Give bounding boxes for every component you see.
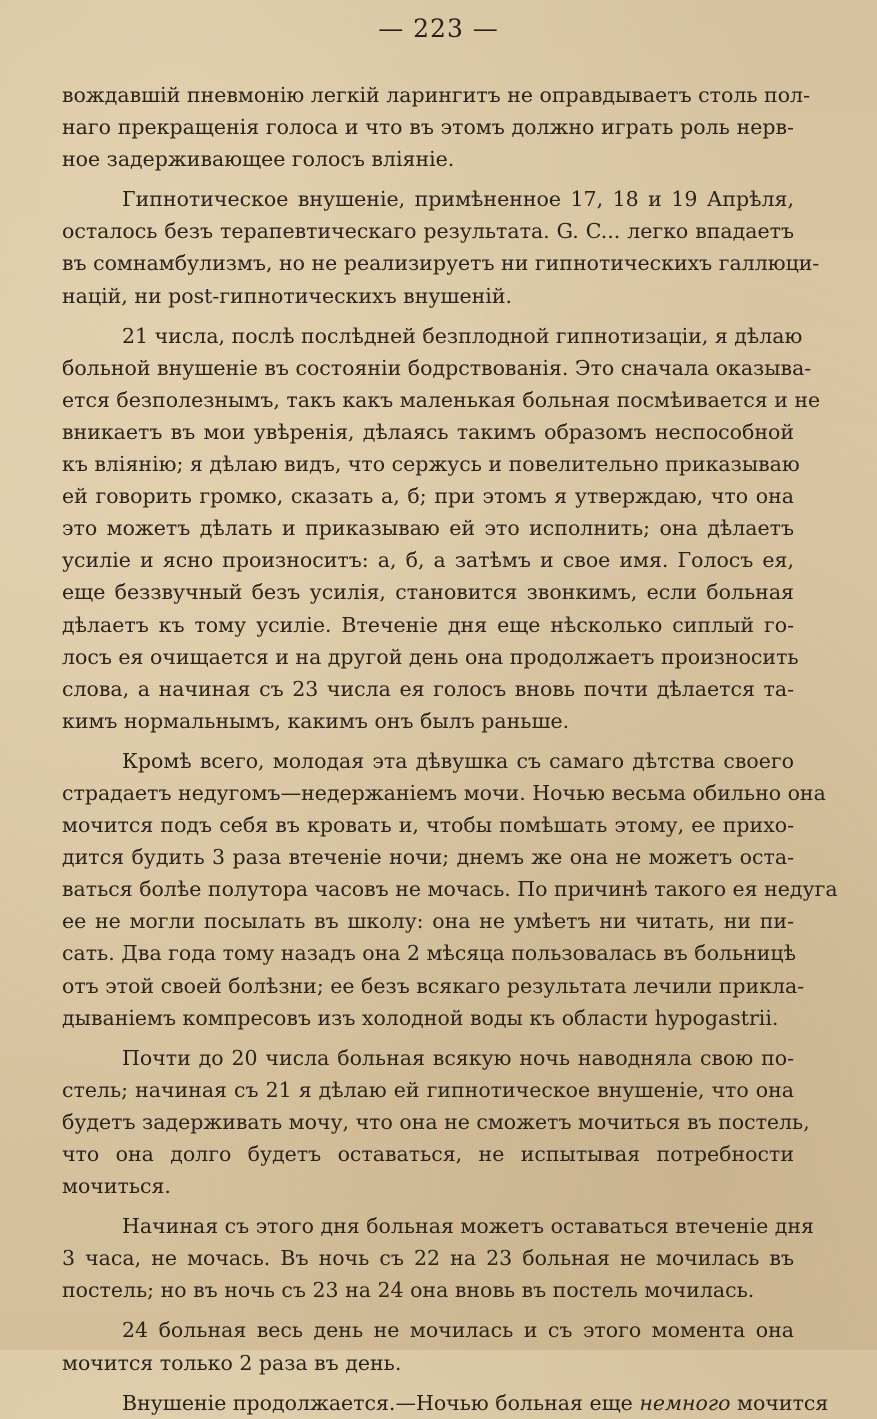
paragraph — [62, 745, 838, 1034]
paragraph — [62, 1210, 814, 1306]
text-line — [62, 1387, 829, 1419]
text-line: мочиться. — [62, 1174, 171, 1199]
text-line: въ сомнамбулизмъ, но не реализируетъ ни гипнотическихъ галлюци- — [62, 251, 820, 276]
text-line: ей говорить громко, сказать а, б; при этомъ я утверждаю, что она — [62, 484, 794, 509]
text-line: къ вліянію; я дѣлаю видъ, что сержусь и повелительно приказываю — [62, 452, 800, 477]
text-line: ваться болѣе полутора часовъ не мочась. По причинѣ такого ея недуга — [62, 877, 838, 902]
text-segment: Внушеніе продолжается.—Ночью больная еще — [122, 1390, 633, 1415]
text-line: лосъ ея очищается и на другой день она продолжаетъ произносить — [62, 644, 799, 669]
text-line: мочится подъ себя въ кровать и, чтобы помѣшать этому, ее прихо- — [62, 813, 794, 838]
text-line: ное задерживающее голосъ вліяніе. — [62, 147, 455, 172]
text-line: 21 числа, послѣ послѣдней безплодной гипнотизаціи, я дѣлаю — [122, 323, 803, 348]
paragraph — [62, 183, 820, 311]
text-line: слова, а начиная съ 23 числа ея голосъ вновь почти дѣлается та- — [62, 676, 794, 701]
page-number: — 223 — — [378, 14, 499, 43]
text-line: еще беззвучный безъ усилія, становится звонкимъ, если больная — [62, 580, 794, 605]
paragraph — [62, 320, 821, 737]
text-line: страдаетъ недугомъ—недержаніемъ мочи. Ночью весьма обильно она — [62, 780, 826, 805]
paragraph — [62, 1387, 829, 1419]
text-line: 24 больная весь день не мочилась и съ этого момента она — [122, 1318, 794, 1343]
paragraph — [62, 79, 810, 175]
paragraph — [62, 1042, 810, 1202]
text-line: Кромѣ всего, молодая эта дѣвушка съ самаго дѣтства своего — [122, 748, 794, 773]
text-line: наго прекращенія голоса и что въ этомъ должно играть роль нерв- — [62, 115, 794, 140]
text-line: дится будить 3 раза втеченіе ночи; днемъ же она не можетъ оста- — [62, 845, 794, 870]
text-line: кимъ нормальнымъ, какимъ онъ былъ раньше. — [62, 708, 570, 733]
text-line: дываніемъ компресовъ изъ холодной воды къ области hypogastrii. — [62, 1005, 779, 1030]
paragraph — [62, 1314, 794, 1378]
text-line: ется безполезнымъ, такъ какъ маленькая больная посмѣивается и не — [62, 387, 821, 412]
text-line: сать. Два года тому назадъ она 2 мѣсяца пользовалась въ больницѣ — [62, 941, 796, 966]
text-line: усиліе и ясно произноситъ: а, б, а затѣмъ и свое имя. Голосъ ея, — [62, 548, 794, 573]
text-line: осталось безъ терапевтическаго результата. G. C... легко впадаетъ — [62, 219, 794, 244]
text-line: Почти до 20 числа больная всякую ночь наводняла свою по- — [122, 1045, 794, 1070]
text-line: націй, ни post-гипнотическихъ внушеній. — [62, 283, 513, 308]
text-line: вникаетъ въ мои увѣренія, дѣлаясь такимъ образомъ неспособной — [62, 419, 794, 444]
text-segment: мочится — [737, 1390, 829, 1415]
text-line: это можетъ дѣлать и приказываю ей это исполнить; она дѣлаетъ — [62, 516, 794, 541]
page-text — [62, 79, 838, 1419]
text-line: вождавшій пневмонію легкій ларингитъ не оправдываетъ столь пол- — [62, 83, 810, 107]
text-line: что она долго будетъ оставаться, не испытывая потребности — [62, 1142, 794, 1166]
text-line: отъ этой своей болѣзни; ее безъ всякаго результата лечили прикла- — [62, 973, 805, 998]
text-line: стель; начиная съ 21 я дѣлаю ей гипнотическое внушеніе, что она — [62, 1077, 794, 1102]
text-line: постель; но въ ночь съ 23 на 24 она вновь въ постель мочилась. — [62, 1278, 755, 1303]
text-line: Гипнотическое внушеніе, примѣненное 17, 18 и 19 Апрѣля, — [122, 187, 794, 212]
text-line: Начиная съ этого дня больная можетъ оставаться втеченіе дня — [122, 1214, 814, 1239]
text-line: дѣлаетъ къ тому усиліе. Втеченіе дня еще нѣсколько сиплый го- — [62, 612, 794, 637]
text-line: ее не могли посылать въ школу: она не умѣетъ ни читать, ни пи- — [62, 909, 794, 934]
text-line: будетъ задерживать мочу, что она не сможетъ мочиться въ постель, — [62, 1109, 810, 1134]
italic-word: немного — [639, 1390, 731, 1415]
text-line: больной внушеніе въ состояніи бодрствованія. Это сначала оказыва- — [62, 355, 812, 380]
text-line: мочится только 2 раза въ день. — [62, 1350, 402, 1375]
text-line: 3 часа, не мочась. Въ ночь съ 22 на 23 больная не мочилась въ — [62, 1246, 794, 1271]
